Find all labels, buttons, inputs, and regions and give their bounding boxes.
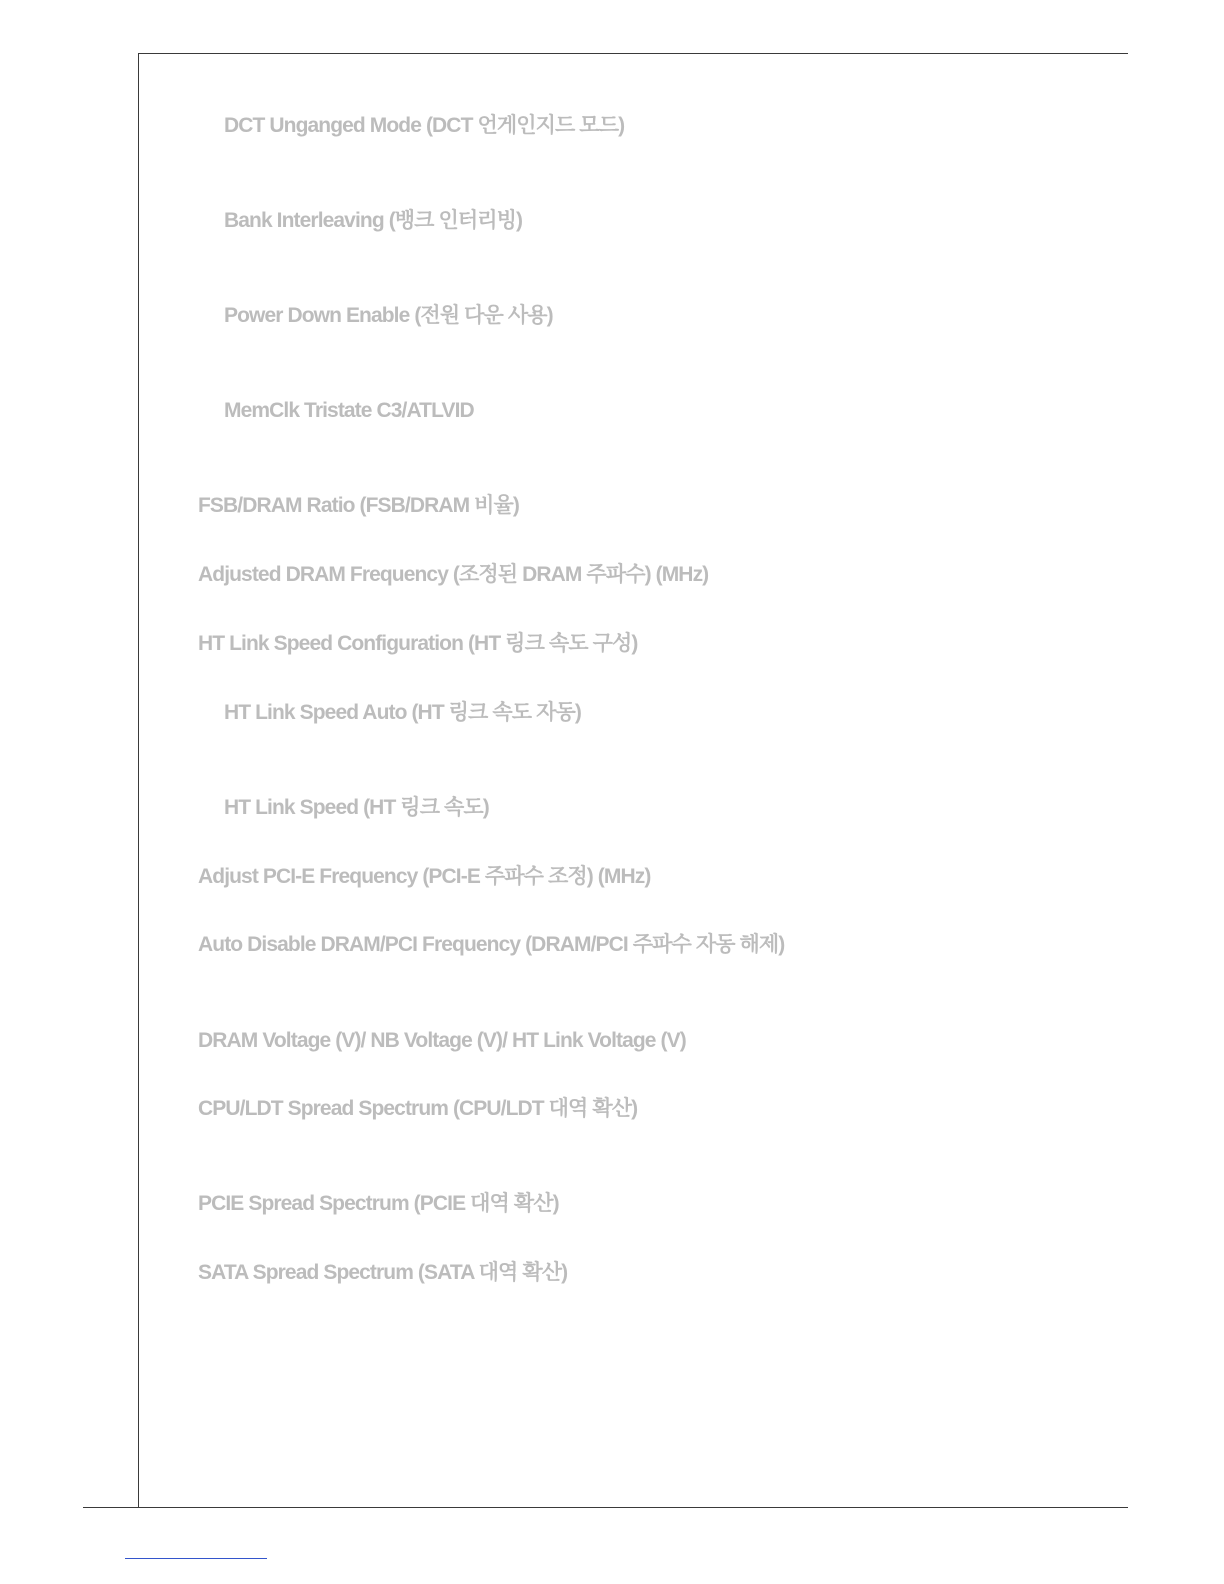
- page-frame-left-rule: [138, 53, 139, 1508]
- setting-memclk-tristate: MemClk Tristate C3/ATLVID: [224, 399, 474, 422]
- page-frame-top-rule: [138, 53, 1128, 54]
- setting-ht-link-speed: HT Link Speed (HT 링크 속도): [224, 796, 489, 819]
- setting-dct-unganged-mode: DCT Unganged Mode (DCT 언게인지드 모드): [224, 114, 625, 137]
- setting-adjusted-dram-frequency: Adjusted DRAM Frequency (조정된 DRAM 주파수) (MHz): [198, 563, 709, 586]
- footer-link-underline: [125, 1558, 267, 1559]
- page-frame-bottom-rule: [83, 1507, 1128, 1508]
- setting-cpu-ldt-spread-spectrum: CPU/LDT Spread Spectrum (CPU/LDT 대역 확산): [198, 1097, 638, 1120]
- setting-ht-link-speed-configuration: HT Link Speed Configuration (HT 링크 속도 구성): [198, 632, 638, 655]
- setting-auto-disable-dram-pci-frequency: Auto Disable DRAM/PCI Frequency (DRAM/PCI 주파수 자동 해제): [198, 933, 785, 956]
- setting-fsb-dram-ratio: FSB/DRAM Ratio (FSB/DRAM 비율): [198, 494, 520, 517]
- setting-dram-nb-ht-voltage: DRAM Voltage (V)/ NB Voltage (V)/ HT Link Voltage (V): [198, 1029, 686, 1052]
- setting-power-down-enable: Power Down Enable (전원 다운 사용): [224, 304, 553, 327]
- setting-ht-link-speed-auto: HT Link Speed Auto (HT 링크 속도 자동): [224, 701, 581, 724]
- setting-adjust-pcie-frequency: Adjust PCI-E Frequency (PCI-E 주파수 조정) (MHz): [198, 865, 651, 888]
- setting-pcie-spread-spectrum: PCIE Spread Spectrum (PCIE 대역 확산): [198, 1192, 559, 1215]
- setting-sata-spread-spectrum: SATA Spread Spectrum (SATA 대역 확산): [198, 1261, 568, 1284]
- setting-bank-interleaving: Bank Interleaving (뱅크 인터리빙): [224, 209, 523, 232]
